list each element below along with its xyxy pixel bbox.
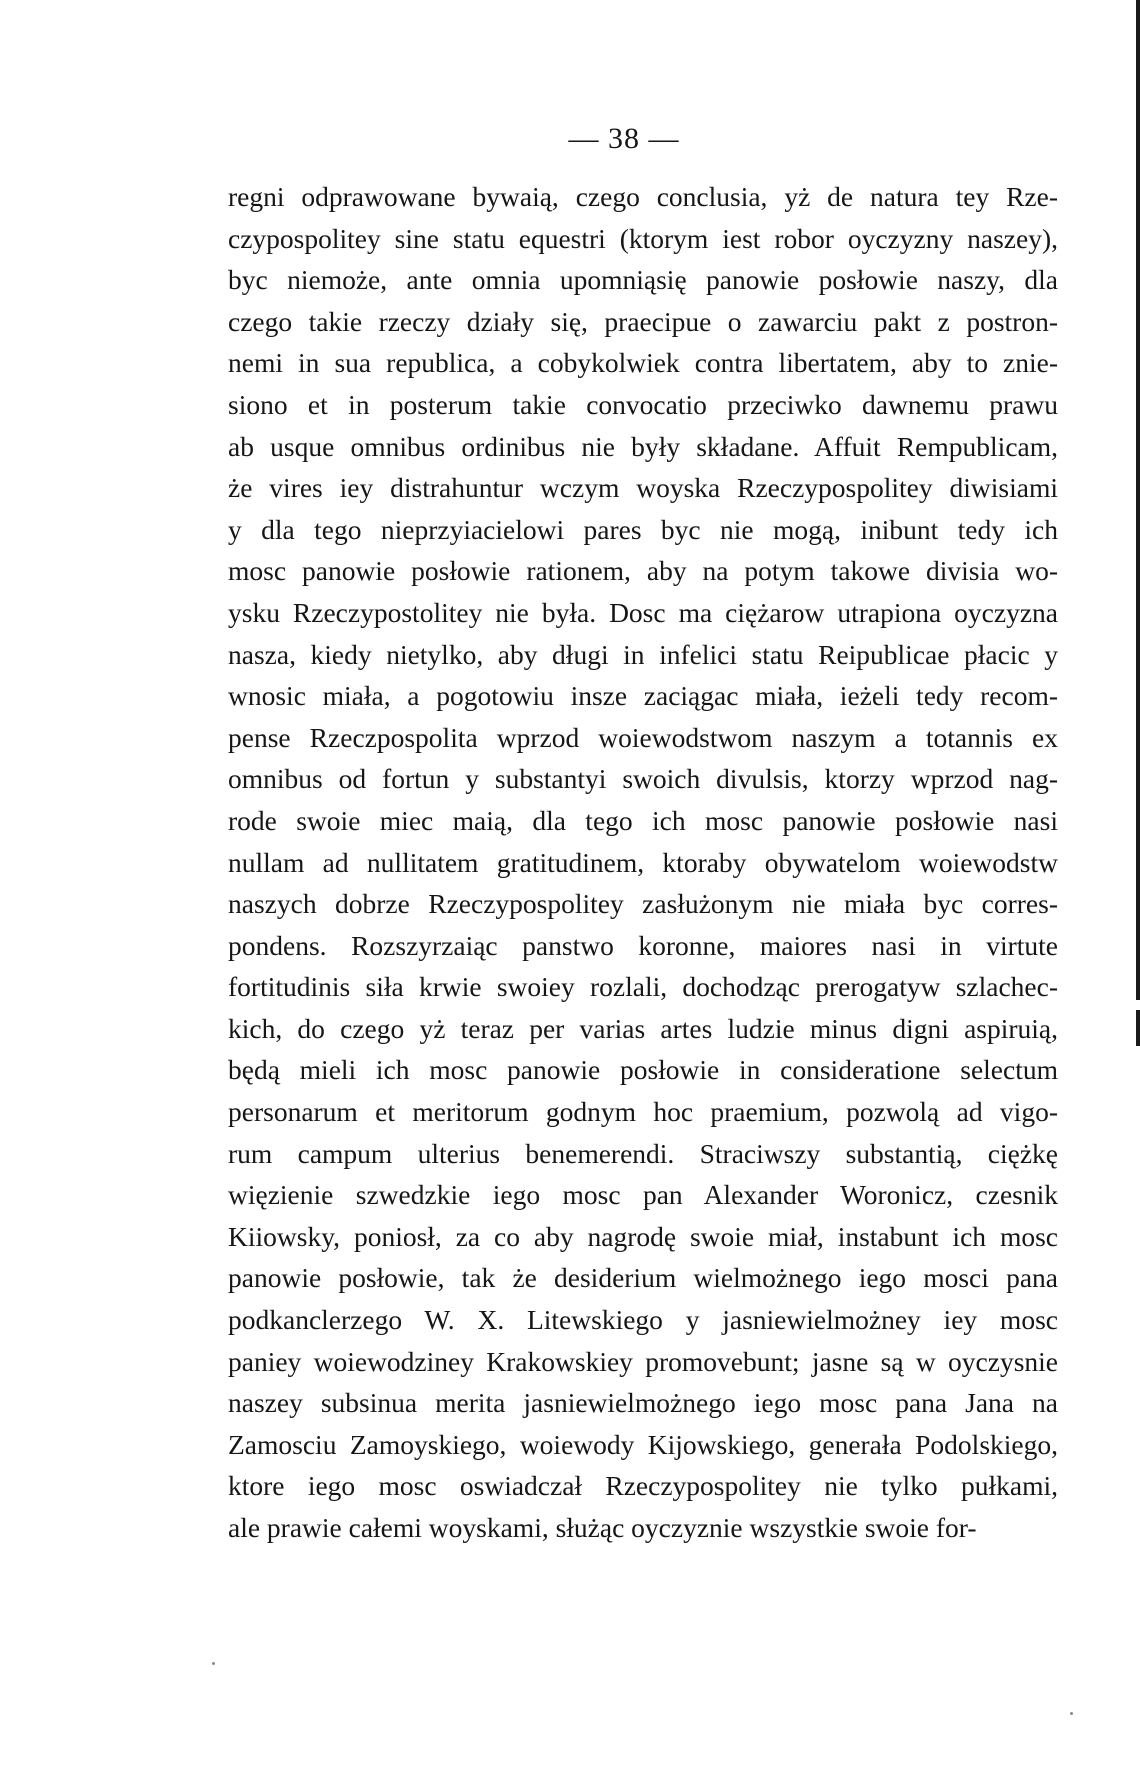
text-line: naszych dobrze Rzeczypospolitey zasłużonym nie miała byc corres-: [228, 888, 1058, 920]
text-line: więzienie szwedzkie iego mosc pan Alexander Woronicz, czesnik: [228, 1179, 1058, 1211]
text-line: będą mieli ich mosc panowie posłowie in consideratione selectum: [228, 1054, 1058, 1086]
text-line: mosc panowie posłowie rationem, aby na potym takowe divisia wo-: [228, 555, 1058, 587]
text-line: Kiiowsky, poniosł, za co aby nagrodę swoie miał, instabunt ich mosc: [228, 1220, 1058, 1252]
page-number-text: — 38 —: [568, 122, 680, 155]
text-line: czego takie rzeczy działy się, praecipue o zawarciu pakt z postron-: [228, 305, 1058, 337]
text-line: podkanclerzego W. X. Litewskiego y jasniewielmożney iey mosc: [228, 1304, 1058, 1336]
text-line: czypospolitey sine statu equestri (ktorym iest robor oyczyzny naszey),: [228, 222, 1058, 254]
text-line: rum campum ulterius benemerendi. Straciwszy substantią, ciężkę: [228, 1137, 1058, 1169]
text-line: ale prawie całemi woyskami, służąc oyczyznie wszystkie swoie for-: [228, 1512, 977, 1543]
text-line: fortitudinis siła krwie swoiey rozlali, dochodząc prerogatyw szlachec-: [228, 971, 1058, 1003]
text-line: że vires iey distrahuntur wczym woyska Rzeczypospolitey diwisiami: [228, 472, 1058, 504]
paper-speck: [1070, 1712, 1073, 1715]
text-line: regni odprawowane bywaią, czego conclusia, yż de natura tey Rze-: [228, 181, 1058, 212]
page-edge-shadow-lower: [1136, 1010, 1140, 1046]
text-line: personarum et meritorum godnym hoc praemium, pozwolą ad vigo-: [228, 1096, 1058, 1128]
text-line: omnibus od fortun y substantyi swoich divulsis, ktorzy wprzod nag-: [228, 763, 1058, 795]
text-line: ktore iego mosc oswiadczał Rzeczypospolitey nie tylko pułkami,: [228, 1470, 1058, 1502]
text-line: kich, do czego yż teraz per varias artes ludzie minus digni aspiruią,: [228, 1012, 1058, 1044]
text-line: ysku Rzeczypostolitey nie była. Dosc ma ciężarow utrapiona oyczyzna: [228, 596, 1058, 628]
body-text: [228, 176, 1058, 1549]
text-line: pense Rzeczpospolita wprzod woiewodstwom naszym a totannis ex: [228, 721, 1058, 753]
text-line: pondens. Rozszyrzaiąc panstwo koronne, maiores nasi in virtute: [228, 929, 1058, 961]
text-line: naszey subsinua merita jasniewielmożnego iego mosc pana Jana na: [228, 1387, 1058, 1419]
paper-speck: [212, 1662, 215, 1665]
text-line: paniey woiewodziney Krakowskiey promovebunt; jasne są w oyczysnie: [228, 1345, 1058, 1377]
text-line: panowie posłowie, tak że desiderium wielmożnego iego mosci pana: [228, 1262, 1058, 1294]
text-line: Zamosciu Zamoyskiego, woiewody Kijowskiego, generała Podolskiego,: [228, 1428, 1058, 1460]
text-line: nullam ad nullitatem gratitudinem, ktoraby obywatelom woiewodstw: [228, 846, 1058, 878]
text-line: ab usque omnibus ordinibus nie były składane. Affuit Rempublicam,: [228, 430, 1058, 462]
text-line: rode swoie miec maią, dla tego ich mosc panowie posłowie nasi: [228, 804, 1058, 836]
text-line: nemi in sua republica, a cobykolwiek contra libertatem, aby to znie-: [228, 347, 1058, 379]
page-number: [0, 122, 1140, 156]
text-line: byc niemoże, ante omnia upomniąsię panowie posłowie naszy, dla: [228, 264, 1058, 296]
text-line: siono et in posterum takie convocatio przeciwko dawnemu prawu: [228, 388, 1058, 420]
text-line: wnosic miała, a pogotowiu insze zaciągac miała, ieżeli tedy recom-: [228, 680, 1058, 712]
text-line: y dla tego nieprzyiacielowi pares byc nie mogą, inibunt tedy ich: [228, 513, 1058, 545]
text-line: nasza, kiedy nietylko, aby długi in infelici statu Reipublicae płacic y: [228, 638, 1058, 670]
